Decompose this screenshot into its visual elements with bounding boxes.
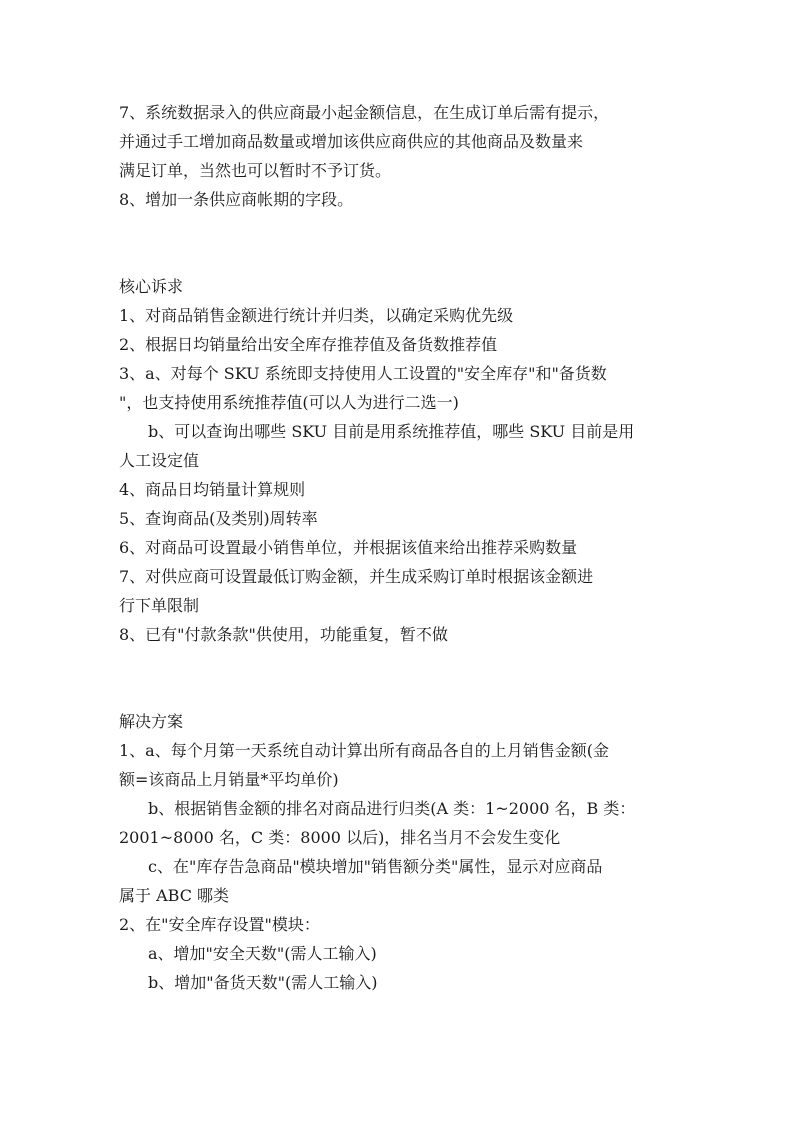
paragraph-line: 3、a、对每个 SKU 系统即支持使用人工设置的"安全库存"和"备货数 (119, 364, 607, 383)
blank-line (119, 214, 689, 243)
paragraph-line: 8、已有"付款条款"供使用，功能重复，暂不做 (119, 625, 448, 644)
paragraph-line: 行下单限制 (119, 596, 200, 615)
paragraph-line: 并通过手工增加商品数量或增加该供应商供应的其他商品及数量来 (119, 132, 584, 151)
paragraph-line: 8、增加一条供应商帐期的字段。 (119, 190, 354, 209)
paragraph-line: 4、商品日均销量计算规则 (119, 480, 306, 499)
paragraph-line: 额=该商品上月销量*平均单价) (119, 770, 339, 789)
paragraph-line: c、在"库存告急商品"模块增加"销售额分类"属性，显示对应商品 (148, 857, 603, 876)
paragraph-line: b、可以查询出哪些 SKU 目前是用系统推荐值，哪些 SKU 目前是用 (148, 422, 635, 441)
blank-line (119, 649, 689, 678)
paragraph-line: b、根据销售金额的排名对商品进行归类(A 类：1~2000 名，B 类： (148, 799, 636, 818)
blank-line (119, 243, 689, 272)
paragraph-line: 1、a、每个月第一天系统自动计算出所有商品各自的上月销售金额(金 (119, 741, 609, 760)
paragraph-line: 2、在"安全库存设置"模块： (119, 915, 320, 934)
paragraph-line: 属于 ABC 哪类 (119, 886, 230, 905)
section-heading-solution: 解决方案 (119, 712, 184, 731)
section-heading-core: 核心诉求 (119, 277, 184, 296)
paragraph-line: "，也支持使用系统推荐值(可以人为进行二选一) (119, 393, 459, 412)
paragraph-line: 1、对商品销售金额进行统计并归类，以确定采购优先级 (119, 306, 514, 325)
paragraph-line: 满足订单，当然也可以暂时不予订货。 (119, 161, 392, 180)
paragraph-line: 5、查询商品(及类别)周转率 (119, 509, 318, 528)
blank-line (119, 678, 689, 707)
paragraph-line: 6、对商品可设置最小销售单位，并根据该值来给出推荐采购数量 (119, 538, 578, 557)
paragraph-line: 7、对供应商可设置最低订购金额，并生成采购订单时根据该金额进 (119, 567, 594, 586)
paragraph-line: b、增加"备货天数"(需人工输入) (148, 973, 378, 992)
paragraph-line: 7、系统数据录入的供应商最小起金额信息，在生成订单后需有提示， (119, 103, 610, 122)
paragraph-line: 2、根据日均销量给出安全库存推荐值及备货数推荐值 (119, 335, 498, 354)
paragraph-line: a、增加"安全天数"(需人工输入) (148, 944, 377, 963)
paragraph-line: 人工设定值 (119, 451, 200, 470)
paragraph-line: 2001~8000 名，C 类：8000 以后)，排名当月不会发生变化 (119, 828, 561, 847)
document-body (119, 98, 689, 997)
